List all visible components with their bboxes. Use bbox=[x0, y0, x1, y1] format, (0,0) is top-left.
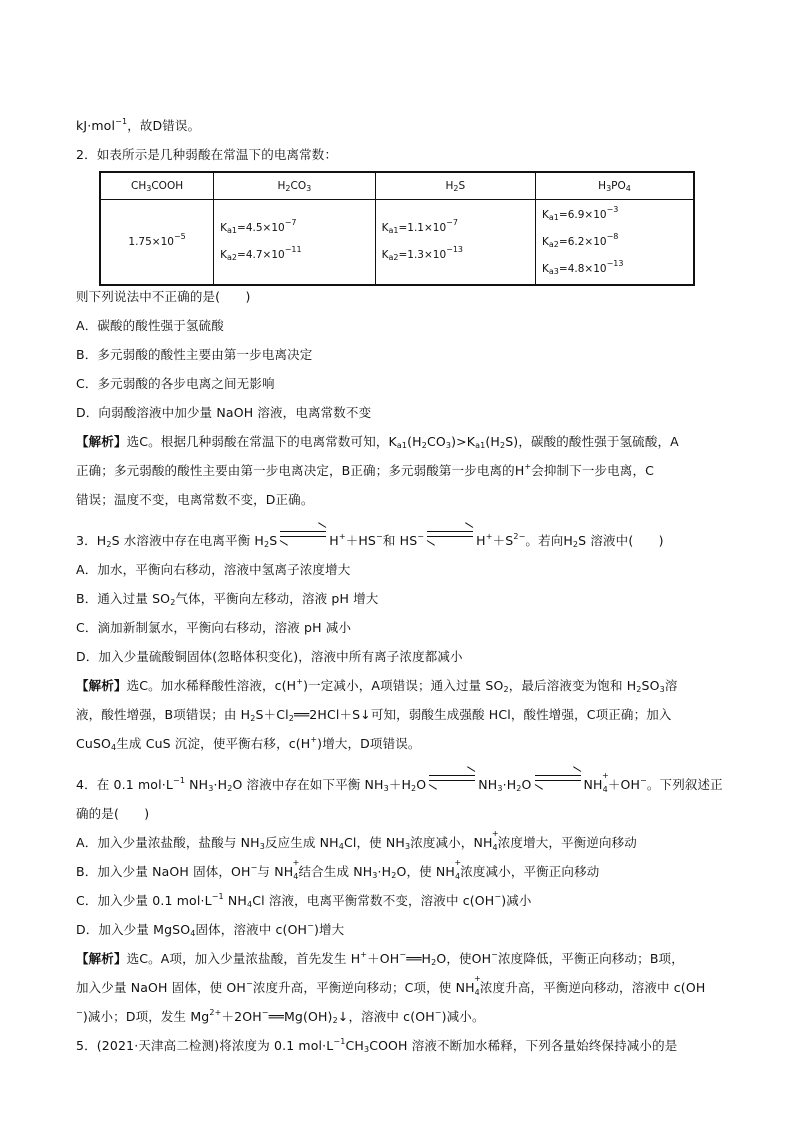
h3po4-ka1: $K_{a1}=6.9\times 10^{-3}$ bbox=[542, 204, 619, 222]
question-3-option-a: A．加水，平衡向右移动，溶液中氢离子浓度增大 bbox=[76, 562, 351, 577]
h2s-ka2: $K_{a2}=1.3\times 10^{-13}$ bbox=[381, 245, 464, 262]
table-header-ch3cooh: $CH_3COOH$ bbox=[100, 172, 214, 200]
question-4-stem: 4．在 0.1 $mol\cdot L^{-1}$ $NH_3\cdot H_2O$ 溶液中存在如下平衡 $NH_3+H_2O$ $NH_3\cdot H_2O$ NH + $_4$＋OH−。下列叙述正 bbox=[76, 771, 723, 794]
question-2-stem: 2．如表所示是几种弱酸在常温下的电离常数： bbox=[76, 147, 338, 162]
cell-h2co3-ka bbox=[214, 200, 375, 286]
table-header-h2s: $H_2S$ bbox=[375, 172, 535, 200]
ionization-constant-table bbox=[99, 171, 695, 286]
h3po4-ka2: $K_{a2}=6.2\times 10^{-8}$ bbox=[542, 231, 619, 249]
table-header-row bbox=[100, 172, 694, 200]
question-4-stem-continued: 确的是( ) bbox=[76, 806, 150, 821]
question-2-analysis-line-1: 【解析】选C。根据几种弱酸在常温下的电离常数可知，$K_{a1}(H_2CO_3)>K_{a1}(H_2S)$，碳酸的酸性强于氢硫酸，A bbox=[76, 434, 679, 450]
question-4-option-b: B．加入少量 NaOH 固体，OH−与 NH + $_4$结合生成 $NH_3\cdot H_2O$，使 NH + $_4$浓度减小，平衡正向移动 bbox=[76, 858, 600, 881]
question-2-option-c: C．多元弱酸的各步电离之间无影响 bbox=[76, 376, 275, 391]
cell-h2s-ka bbox=[375, 200, 535, 286]
question-4-option-a: A．加入少量浓盐酸，盐酸与 $NH_3$反应生成 $NH_4Cl$，使 $NH_3$浓度减小，NH + $_4$浓度增大，平衡逆向移动 bbox=[76, 829, 637, 852]
question-3-analysis-line-1: 【解析】选C。加水稀释酸性溶液，c(H+)一定减小，A项错误；通入过量 $SO_2$，最后溶液变为饱和 $H_2SO_3$溶 bbox=[76, 677, 678, 694]
question-2-analysis-line-2: 正确；多元弱酸的酸性主要由第一步电离决定，B正确；多元弱酸第一步电离的H+会抑制下一步电离，C bbox=[76, 462, 654, 478]
previous-answer-tail: kJ·mol$^{-1}$，故D错误。 bbox=[76, 117, 201, 133]
question-3-option-b: B．通入过量 $SO_2$气体，平衡向左移动，溶液 pH 增大 bbox=[76, 591, 379, 607]
question-2-option-a: A．碳酸的酸性强于氢硫酸 bbox=[76, 318, 224, 333]
h2co3-ka2: $K_{a2}=4.7\times 10^{-11}$ bbox=[220, 245, 302, 262]
question-3-analysis-line-3: CuSO$_4$生成 CuS 沉淀，使平衡右移，c(H+)增大，D项错误。 bbox=[76, 735, 421, 752]
question-2-option-b: B．多元弱酸的酸性主要由第一步电离决定 bbox=[76, 347, 313, 362]
table-header-h3po4: $H_3PO_4$ bbox=[536, 172, 694, 200]
table-header-h2co3: $H_2CO_3$ bbox=[214, 172, 375, 200]
question-4-analysis-line-1: 【解析】选C。A项，加入少量浓盐酸，首先发生 $H^++OH^-══H_2O$，使OH−浓度降低，平衡正向移动；B项， bbox=[76, 950, 684, 967]
cell-ch3cooh-ka: $1.75\times 10^{-5}$ bbox=[100, 200, 214, 286]
question-2-prompt: 则下列说法中不正确的是( ) bbox=[76, 289, 251, 304]
question-3-analysis-line-2: 液，酸性增强，B项错误；由 $H_2S+Cl_2══2HCl+S↓$可知，弱酸生成强酸 HCl，酸性增强，C项正确；加入 bbox=[76, 707, 672, 723]
cell-h3po4-ka bbox=[536, 200, 694, 286]
question-4-option-d: D．加入少量 MgSO$_4$固体，溶液中 c(OH−)增大 bbox=[76, 921, 345, 938]
question-4-analysis-line-3: −)减小；D项，发生 $Mg^{2+}+2OH^-══Mg(OH)_2↓$，溶液中 c(OH−)减小。 bbox=[76, 1008, 485, 1025]
table-row bbox=[100, 200, 694, 286]
question-5-stem: 5．(2021·天津高二检测)将浓度为 0.1 $mol\cdot L^{-1}CH_3COOH$ 溶液不断加水稀释，下列各量始终保持减小的是 bbox=[76, 1037, 678, 1054]
worksheet-page bbox=[76, 111, 724, 1060]
h2s-ka1: $K_{a1}=1.1\times 10^{-7}$ bbox=[381, 218, 458, 235]
question-3-option-c: C．滴加新制氯水，平衡向右移动，溶液 pH 减小 bbox=[76, 620, 352, 635]
question-3-stem: 3．$H_2S$ 水溶液中存在电离平衡 $H_2S$ H+＋HS−和 HS− $H^++S^{2-}$。若向$H_2S$ 溶液中( ) bbox=[76, 532, 664, 549]
question-2-analysis-line-3: 错误；温度不变，电离常数不变，D正确。 bbox=[76, 492, 314, 507]
h3po4-ka3: $K_{a3}=4.8\times 10^{-13}$ bbox=[542, 258, 624, 276]
h2co3-ka1: $K_{a1}=4.5\times 10^{-7}$ bbox=[220, 218, 297, 235]
question-4-option-c: C．加入少量 0.1 $mol\cdot L^{-1}$ $NH_4Cl$ 溶液，电离平衡常数不变，溶液中 c(OH−)减小 bbox=[76, 892, 532, 909]
question-3-option-d: D．加入少量硫酸铜固体(忽略体积变化)，溶液中所有离子浓度都减小 bbox=[76, 649, 463, 664]
question-4-analysis-line-2: 加入少量 NaOH 固体，使 OH−浓度升高，平衡逆向移动；C项，使 NH + $_4$浓度升高，平衡逆向移动，溶液中 c(OH bbox=[76, 974, 706, 997]
question-2-option-d: D．向弱酸溶液中加少量 NaOH 溶液，电离常数不变 bbox=[76, 405, 372, 420]
